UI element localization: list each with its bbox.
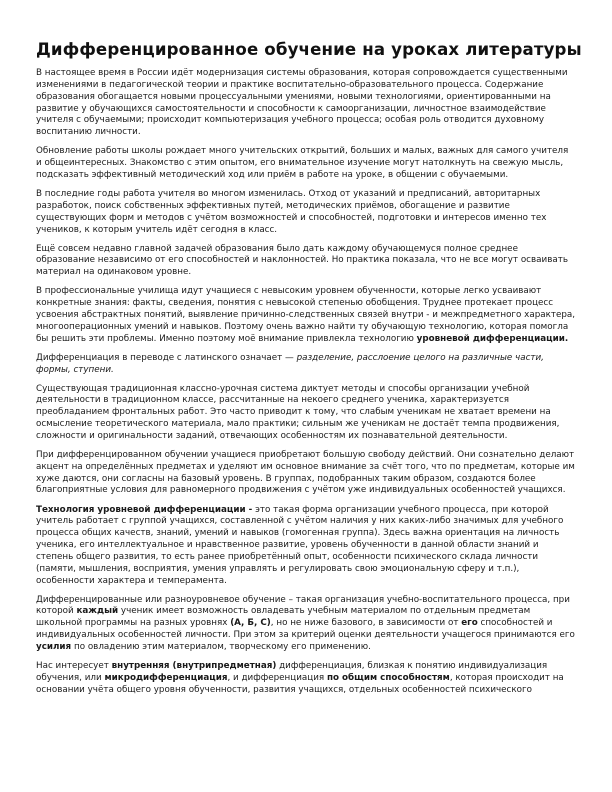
- paragraph-6-text: Дифференциация в переводе с латинского означает —: [36, 352, 297, 363]
- paragraph-10: [36, 595, 576, 654]
- paragraph-6-italic: разделение, расслоение целого на различные части, формы, ступени.: [36, 352, 544, 375]
- paragraph-11-b1: внутренняя (внутрипредметная): [111, 661, 277, 671]
- paragraph-10-t5: по овладению этим материалом, творческому его применению.: [71, 641, 371, 652]
- paragraph-11-b2: микродифференциация: [104, 672, 228, 683]
- paragraph-10-b2: (А, Б, С): [230, 618, 271, 629]
- paragraph-8: При дифференцированном обучении учащиеся приобретают большую свободу действий. Они сознательно делают акцент на определённых предметах и уделяют им основное внимание за счёт того, что по предметам, которые им хуже даются, они согласны на базовый уровень. В группах, подобранных таким образом, создаются более благоприятные условия для равномерного продвижения с учётом уже индивидуальных особенностей учащихся.: [36, 449, 575, 496]
- paragraph-5-text: В профессиональные училища идут учащиеся с невысоким уровнем обученности, которые легко усваивают конкретные знания: факты, сведения, понятия с невысокой степенью обобщения. Труднее протекает процесс усвоения абстрактных понятий, выявление причинно-следственных связей внутри - и межпредметного характера, многооперационных умений и навыков. Поэтому очень важно найти ту обучающую технологию, которая помогла бы решить эти проблемы. Именно поэтому моё внимание привлекла технологию: [36, 286, 576, 344]
- paragraph-10-t3: , но не ниже базового, в зависимости от: [270, 618, 462, 629]
- paragraph-1: В настоящее время в России идёт модернизация системы образования, которая сопровождается существенными изменениями в педагогической теории и практике воспитательно-образовательного процесса. Содержание образования обогащается новыми процессуальными умениями, новыми технологиями, ориентированными на развитие у обучающихся самостоятельности и способности к самоорганизации, личностное взаимодействие учителя с обучаемыми; происходит компьютеризация учебного процесса; особая роль отводится духовному воспитанию личности.: [36, 68, 568, 138]
- paragraph-4: Ещё совсем недавно главной задачей образования было дать каждому обучающемуся полное среднее образование независимо от его способностей и наклонностей. Но практика показала, что не все могут осваивать материал на одинаковом уровне.: [36, 243, 568, 278]
- paragraph-11-t2: дифференциация, близкая к понятию индивидуализация обучения, или: [36, 661, 548, 683]
- paragraph-5: [36, 286, 576, 345]
- paragraph-9: [36, 505, 576, 588]
- paragraph-10-t2: ученик имеет возможность овладевать учебным материалом по отдельным предметам школьной программы на разных уровнях: [36, 606, 531, 629]
- paragraph-11-t1: Нас интересует: [36, 661, 112, 671]
- paragraph-10-b1: каждый: [76, 606, 119, 617]
- paragraph-6: [36, 353, 576, 377]
- paragraph-5-bold: уровневой дифференциации.: [416, 333, 569, 344]
- paragraph-11-t4: , которая происходит на основании учёта общего уровня обученности, развития учащихся, отдельных особенностей психического: [36, 672, 564, 695]
- paragraph-3: В последние годы работа учителя во многом изменилась. Отход от указаний и предписаний, авторитарных разработок, поиск собственных эффективных путей, методических приёмов, обогащение и развитие существующих форм и методов с учётом возможностей и способностей, подготовки и интересов именно тех учеников, к которым учитель идёт сегодня в класс.: [36, 188, 547, 235]
- paragraph-10-b3: его: [461, 618, 478, 629]
- paragraph-10-b4: усилия: [36, 641, 72, 652]
- document-title: Дифференцированное обучение на уроках литературы: [36, 40, 582, 59]
- paragraph-10-t4: способностей и индивидуальных особенностей личности. При этом за критерий оценки деятельности учащегося принимаются его: [36, 618, 575, 641]
- paragraph-11-t3: , и дифференциация: [227, 672, 327, 683]
- paragraph-11: [36, 661, 576, 697]
- paragraph-7: Существующая традиционная классно-урочная система диктует методы и способы организации учебной деятельности в традиционном классе, рассчитанные на некоего среднего ученика, характеризуется преобладанием фронтальных работ. Это часто приводит к тому, что слабым ученикам не хватает времени на осмысление теоретического материала, мало практики; сильным же ученикам не достаёт темпа продвижения, сложности и оригинальности заданий, отвечающих особенностям их познавательной деятельности.: [36, 383, 560, 441]
- paragraph-11-b3: по общим способностям: [326, 672, 450, 683]
- paragraph-2: Обновление работы школы рождает много учительских открытий, больших и малых, важных для самого учителя и общеинтересных. Знакомство с этим опытом, его внимательное изучение могут натолкнуть на свежую мысль, подсказать эффективный методический ход или приём в работе на уроке, в общении с обучаемыми.: [36, 146, 569, 180]
- paragraph-10-t1: Дифференцированные или разноуровневое обучение – такая организация учебно-воспитательного процесса, при которой: [36, 594, 570, 617]
- paragraph-9-text: это такая форма организации учебного процесса, при которой учитель работает с группой учащихся, составленной с учётом наличия у них каких-либо значимых для учебного процесса общих качеств, знаний, умений и навыков (гомогенная группа). Здесь важна ориентация на личность ученика, его интеллектуальное и нравственное развитие, уровень обученности в данной области знаний и степень общего развития, то есть ранее приобретённый опыт, особенности психического склада личности (памяти, мышления, восприятия, умения управлять и регулировать свою эмоциональную сферу и т.п.), особенности характера и темперамента.: [36, 504, 564, 586]
- paragraph-9-bold: Технология уровневой дифференциации -: [36, 504, 253, 515]
